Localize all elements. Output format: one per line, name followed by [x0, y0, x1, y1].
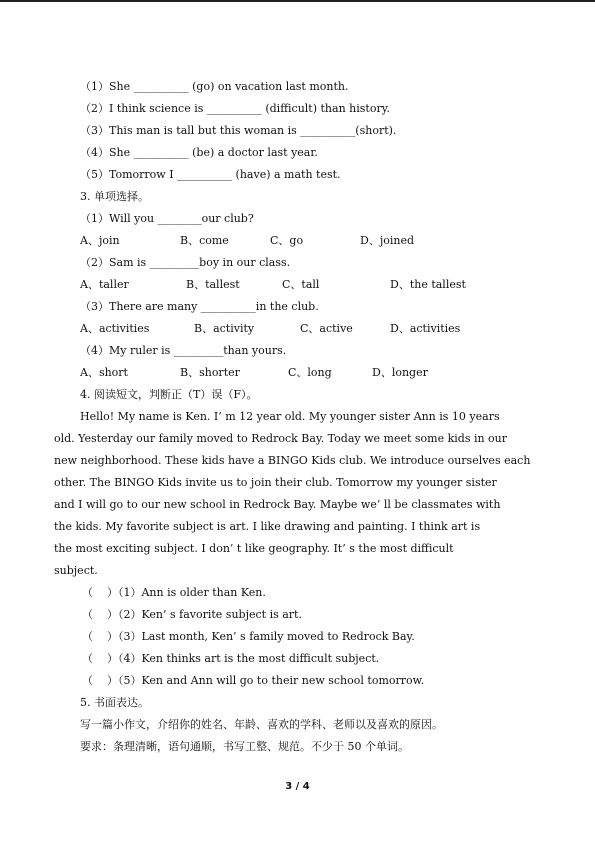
mc-option: D、longer [372, 366, 428, 379]
mc-option: A、short [80, 366, 128, 379]
passage-line: new neighborhood. These kids have a BINGO Kids club. We introduce ourselves each [54, 454, 531, 467]
mc-option: C、go [270, 234, 304, 247]
judgment-item-5: （ ）（5）Ken and Ann will go to their new school tomorrow. [82, 674, 425, 687]
mc-option: B、shorter [180, 366, 240, 379]
mc-question-4: （4）My ruler is _________than yours. [80, 344, 287, 357]
mc-option: B、tallest [186, 278, 240, 291]
mc-option: B、activity [194, 322, 255, 335]
judgment-item-2: （ ）（2）Ken’ s favorite subject is art. [82, 608, 302, 621]
mc-option: A、join [80, 234, 120, 247]
mc-question-3: （3）There are many __________in the club. [80, 300, 319, 313]
mc-question-1: （1）Will you ________our club? [80, 212, 254, 225]
fill-item-4: （4）She __________ (be) a doctor last year. [80, 146, 318, 159]
fill-item-2: （2）I think science is __________ (difficult) than history. [80, 102, 390, 115]
mc-option: C、long [288, 366, 332, 379]
mc-option: B、come [180, 234, 229, 247]
judgment-item-4: （ ）（4）Ken thinks art is the most difficult subject. [82, 652, 380, 665]
mc-option: D、the tallest [390, 278, 466, 291]
passage-line: subject. [54, 564, 98, 577]
mc-option: C、active [300, 322, 353, 335]
mc-option: C、tall [282, 278, 320, 291]
judgment-item-1: （ ）（1）Ann is older than Ken. [82, 586, 266, 599]
passage-line: the kids. My favorite subject is art. I like drawing and painting. I think art is [54, 520, 481, 533]
passage-line: the most exciting subject. I don’ t like geography. It’ s the most difficult [54, 542, 454, 555]
passage-line: Hello! My name is Ken. I’ m 12 year old. My younger sister Ann is 10 years [80, 410, 500, 423]
passage-line: other. The BINGO Kids invite us to join their club. Tomorrow my younger sister [54, 476, 497, 489]
section-heading-4: 4. 阅读短文，判断正（T）误（F）。 [80, 388, 258, 401]
mc-option: D、activities [390, 322, 461, 335]
section-heading-3: 3. 单项选择。 [80, 190, 149, 203]
mc-option: A、taller [80, 278, 129, 291]
mc-option: A、activities [80, 322, 150, 335]
section-heading-5: 5. 书面表达。 [80, 696, 149, 709]
mc-option: D、joined [360, 234, 415, 247]
passage-line: and I will go to our new school in Redrock Bay. Maybe we’ ll be classmates with [54, 498, 501, 511]
judgment-item-3: （ ）（3）Last month, Ken’ s family moved to Redrock Bay. [82, 630, 415, 643]
fill-item-1: （1）She __________ (go) on vacation last month. [80, 80, 349, 93]
passage-line: old. Yesterday our family moved to Redrock Bay. Today we meet some kids in our [54, 432, 508, 445]
writing-requirement: 要求：条理清晰，语句通顺，书写工整、规范。不少于 50 个单词。 [80, 740, 409, 753]
fill-item-5: （5）Tomorrow I __________ (have) a math test. [80, 168, 341, 181]
page-number: 3 / 4 [285, 781, 310, 792]
fill-item-3: （3）This man is tall but this woman is __________(short). [80, 124, 397, 137]
writing-prompt: 写一篇小作文，介绍你的姓名、年龄、喜欢的学科、老师以及喜欢的原因。 [80, 718, 443, 731]
mc-question-2: （2）Sam is _________boy in our class. [80, 256, 291, 269]
